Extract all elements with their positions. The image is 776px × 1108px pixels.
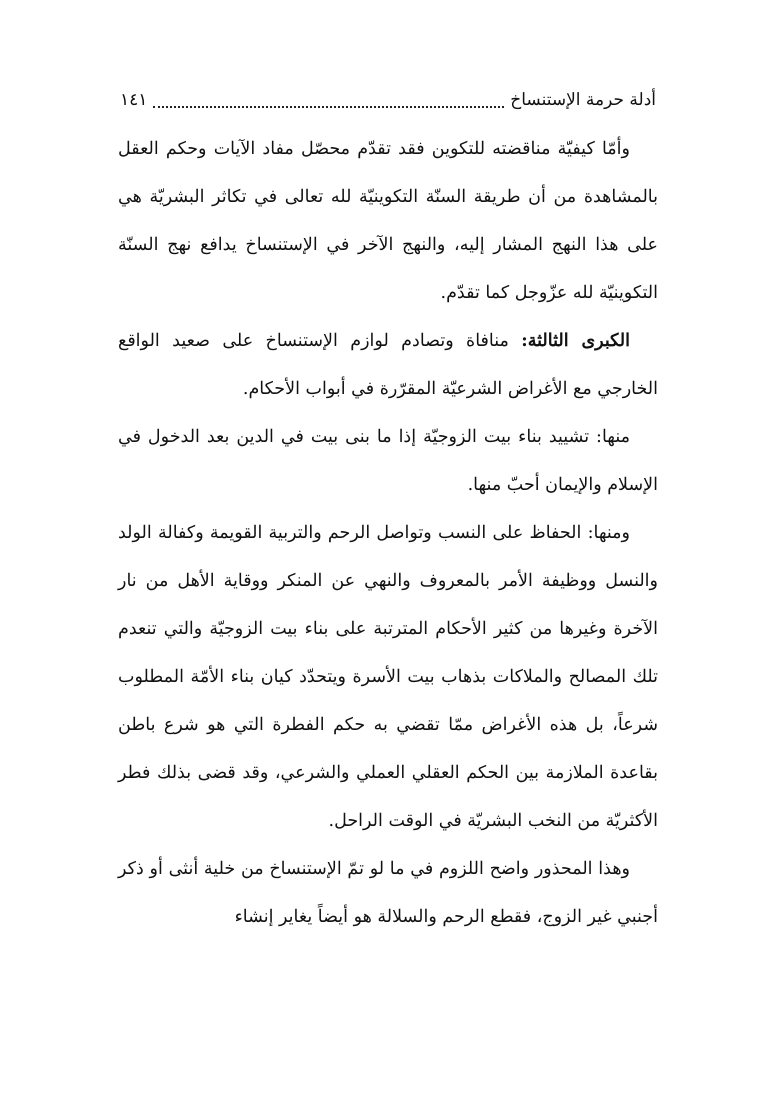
paragraph-4: ومنها: الحفاظ على النسب وتواصل الرحم والتربية القويمة وكفالة الولد والنسل ووظيفة الأمر بالمعروف والنهي عن المنكر ووقاية الأهل من نار الآخرة وغيرها من كثير الأحكام المترتبة على بناء بيت الزوجيّة والتي تنعدم تلك المصالح والملاكات بذهاب بيت الأسرة ويتحدّد كيان بناء الأمّة المطلوب شرعاً، بل هذه الأغراض ممّا تقضي به حكم الفطرة التي هو شرع باطن بقاعدة الملازمة بين الحكم العقلي العملي والشرعي، وقد قضى بذلك فطر الأكثريّة من النخب البشريّة في الوقت الراحل. [118,523,658,831]
header-dot-leader [153,92,504,108]
paragraph-1: وأمّا كيفيّة مناقضته للتكوين فقد تقدّم محصّل مفاد الآيات وحكم العقل بالمشاهدة من أن طريقة السنّة التكوينيّة لله تعالى في تكاثر البشريّة هي على هذا النهج المشار إليه، والنهج الآخر في الإستنساخ يدافع نهج السنّة التكوينيّة لله عزّوجل كما تقدّم. [118,139,658,303]
paragraph-3: منها: تشييد بناء بيت الزوجيّة إذا ما بنى بيت في الدين بعد الدخول في الإسلام والإيمان أحبّ منها. [118,427,658,495]
running-header [120,82,656,118]
body-text [118,125,658,941]
header-title: أدلة حرمة الإستنساخ [510,90,656,110]
paragraph-2-heading: الكبرى الثالثة: [521,331,630,351]
paragraph-5: وهذا المحذور واضح اللزوم في ما لو تمّ الإستنساخ من خلية أنثى أو ذكر أجنبي غير الزوج، فقطع الرحم والسلالة هو أيضاً يغاير إنشاء [118,859,658,927]
page-number: ١٤١ [120,90,148,110]
paragraph-2 [118,317,658,413]
paragraph-2-text: منافاة وتصادم لوازم الإستنساخ على صعيد الواقع الخارجي مع الأغراض الشرعيّة المقرّرة في أبواب الأحكام. [118,331,658,399]
